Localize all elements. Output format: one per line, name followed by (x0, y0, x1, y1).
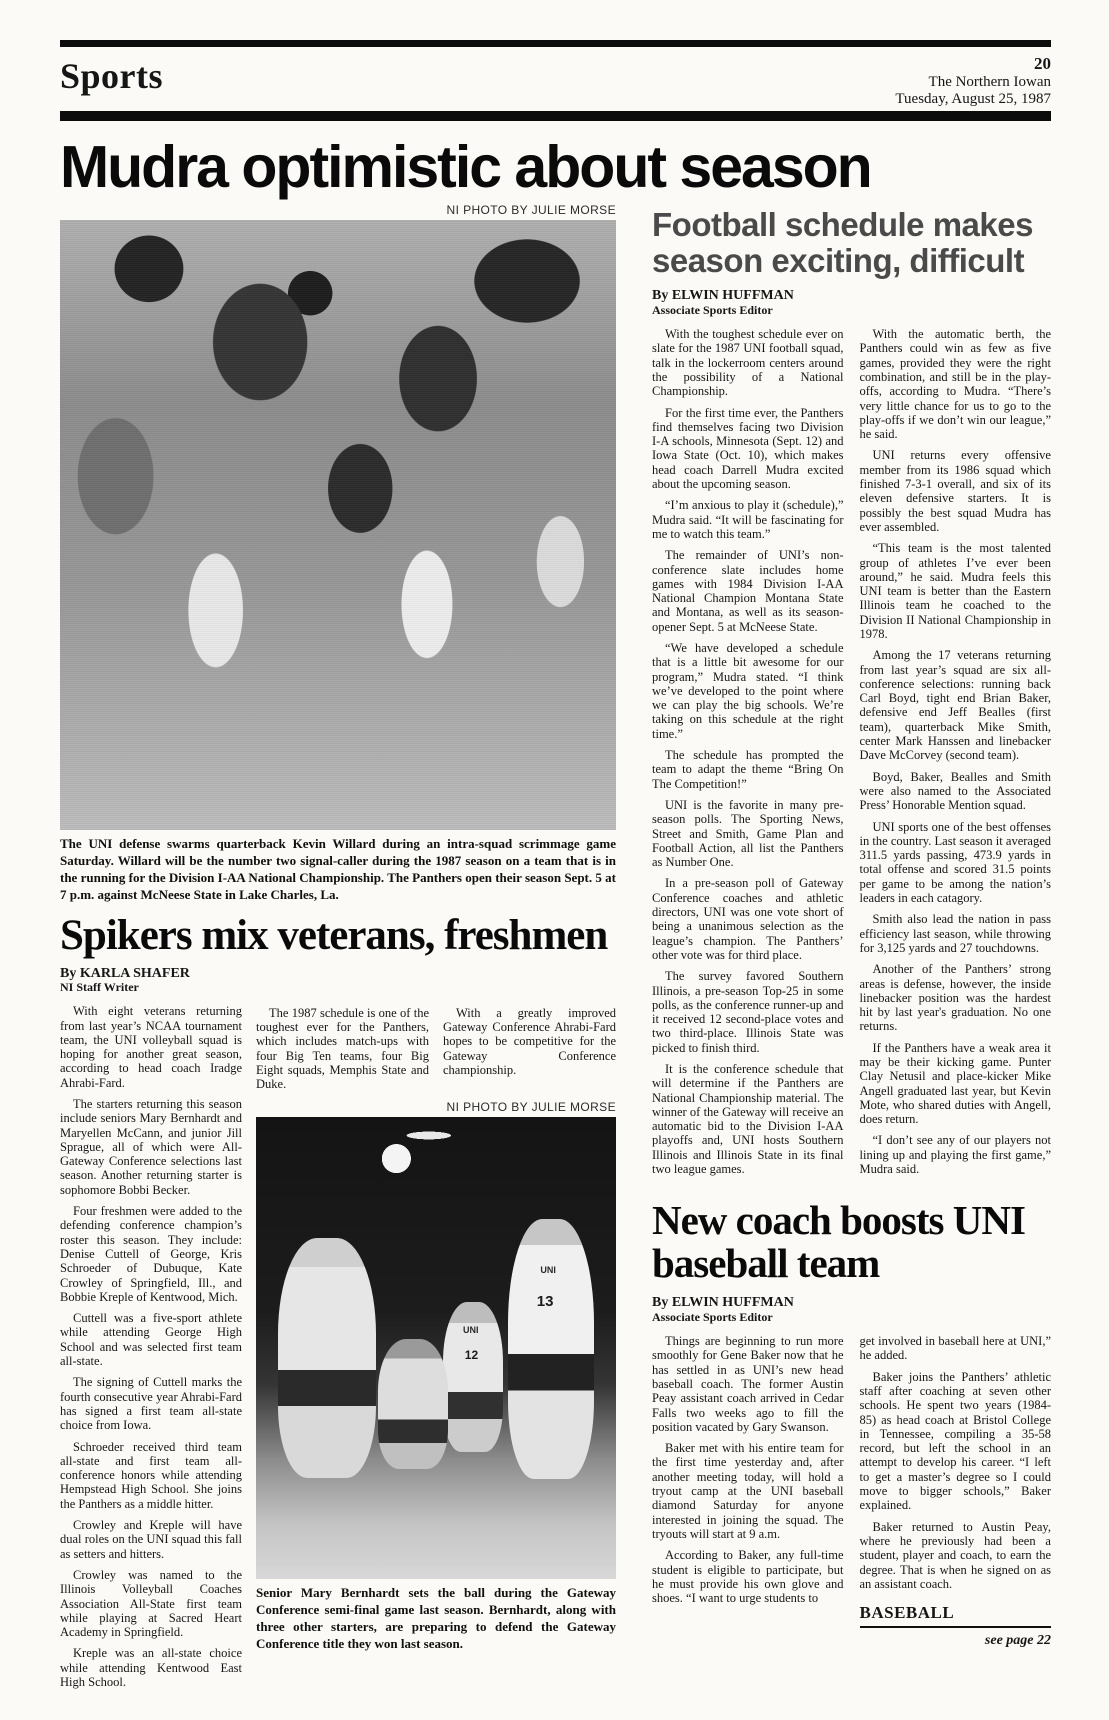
spikers-body (60, 966, 616, 1697)
volleyball-player-figure (378, 1339, 448, 1469)
jersey-label: UNI (463, 1325, 479, 1336)
volleyball-photo-caption: Senior Mary Bernhardt sets the ball during the Gateway Conference semi-final game last season. Bernhardt, along with three other starters, are preparing to defend the Gateway Conference title they won last season. (256, 1585, 616, 1652)
volleyball-player-figure (508, 1219, 594, 1479)
spikers-headline: Spikers mix veterans, freshmen (60, 911, 608, 959)
paragraph: The remainder of UNI’s non-conference slate includes home games with 1984 Division I-AA National Champion Montana State and Montana, as well as its season-opener Sept. 5 at McNeese State. (652, 548, 844, 634)
jersey-number: 13 (536, 1292, 554, 1310)
masthead-right (895, 52, 1051, 108)
paragraph: For the first time ever, the Panthers find themselves facing two Division I-A schools, Minnesota (Sept. 12) and Iowa State (Oct. 10), which makes head coach Darrell Mudra excited about the upcoming season. (652, 405, 844, 492)
paragraph: With the toughest schedule ever on slate for the 1987 UNI football squad, talk in the lockerroom centers around the possibility of a National Championship. (652, 327, 844, 399)
paragraph: In a pre-season poll of Gateway Conference coaches and athletic directors, UNI was one vote short of being a unanimous selection as the league’s champion. The Panthers’ other vote was for third place. (652, 876, 844, 962)
main-headline: Mudra optimistic about season (60, 134, 871, 201)
football-article-columns (652, 327, 1051, 1183)
spikers-right-block (256, 966, 616, 1697)
paragraph: Baker joins the Panthers’ athletic staff after coaching at seven other schools. He spent two years (1984-85) as head coach at Bristol College in Tennessee, compiling a 35-58 record, but left the school in an attempt to develop his career. “I left to get a master’s degree so I could move to bigger schools,” Baker explained. (859, 1369, 1051, 1513)
paragraph: Cuttell was a five-sport athlete while attending George High School and was selected first team all-state. (60, 1311, 242, 1369)
football-column-2 (860, 327, 1052, 1183)
paragraph: With a greatly improved Gateway Conference Ahrabi-Fard hopes to be competitive for the Gateway Conference championship. (443, 1005, 616, 1077)
top-rule (60, 40, 1051, 47)
football-photo-credit: NI PHOTO BY JULIE MORSE (446, 203, 616, 218)
football-article-headline: Football schedule makes season exciting, difficult (652, 206, 1033, 279)
paragraph: If the Panthers have a weak area it may be their kicking game. Punter Clay Netusil and place-kicker Mike Angell graduated last year, but Kevin Mote, who shared duties with Angell, does return. (859, 1040, 1051, 1127)
paragraph: Another of the Panthers’ strong areas is defense, however, the inside linebacker position was the hardest hit by last year's graduation. No one returns. (859, 962, 1051, 1034)
masthead-rule (60, 111, 1051, 121)
spikers-column-3 (443, 1006, 616, 1099)
volleyball-photo (256, 1117, 616, 1579)
page-body (60, 201, 1051, 1696)
paragraph: The schedule has prompted the team to adapt the theme “Bring On The Competition!” (652, 748, 844, 791)
paragraph: Things are beginning to run more smoothly for Gene Baker now that he has settled in as UNI’s new head baseball coach. The former Austin Peay assistant coach arrived in Cedar Falls two weeks ago to fill the position vacated by Gary Swanson. (652, 1334, 844, 1434)
paragraph: “We have developed a schedule that is a little bit awesome for our program,” Mudra stated. “I think we’ve developed to the point where we can play the big schools. We’re taking on this schedule at the right time.” (652, 640, 844, 741)
paragraph: get involved in baseball here at UNI,” he added. (859, 1334, 1051, 1363)
paragraph: The signing of Cuttell marks the fourth consecutive year Ahrabi-Fard has signed a first team all-state choice from Iowa. (60, 1375, 242, 1433)
paragraph: Kreple was an all-state choice while attending Kentwood East High School. (60, 1646, 242, 1689)
football-byline-title: Associate Sports Editor (652, 302, 773, 317)
paragraph: With the automatic berth, the Panthers could win as few as five games, provided they were the right combination, and still be in the play-offs, according to Mudra. “There’s very little chance for us to go to the play-offs if we don’t win our league,” he said. (859, 327, 1051, 442)
paragraph: Four freshmen were added to the defending conference champion’s roster this season. They include: Denise Cuttell of George, Kris Schroeder of Dubuque, Kate Crowley of Springfield, Ill., and Bobbie Kreple of Kentwood, Mich. (60, 1204, 242, 1304)
baseball-article-columns (652, 1334, 1051, 1649)
paragraph: “I’m anxious to play it (schedule),” Mudra said. “It will be fascinating for me to watch this team.” (652, 498, 844, 541)
spikers-column-1 (60, 966, 242, 1697)
paragraph: Baker returned to Austin Peay, where he previously had been a student, player and coach, to earn the degree. That is when he signed on as an assistant coach. (859, 1519, 1051, 1591)
baseball-article (652, 1199, 1051, 1649)
paragraph: UNI returns every offensive member from its 1986 squad which finished 7-3-1 overall, and six of its eleven defensive starters. It is possibly the best squad Mudra has ever assembled. (859, 448, 1051, 534)
paragraph: The 1987 schedule is one of the toughest ever for the Panthers, which includes match-ups with four Big Ten teams, four Big Eight squads, Memphis State and Duke. (256, 1005, 429, 1092)
paragraph: The starters returning this season include seniors Mary Bernhardt and Maryellen McCann, and junior Jill Sprague, all of which were All-Gateway Conference selections last season. Another returning starter is sophomore Bobbi Becker. (60, 1097, 242, 1197)
baseball-column-2 (860, 1334, 1052, 1649)
paragraph: “This team is the most talented group of athletes I’ve ever been around,” he said. Mudra feels this UNI team is better than the Eastern Illinois team he coached to the Division II National Championship in 1978. (859, 541, 1051, 641)
paragraph: With eight veterans returning from last year’s NCAA tournament team, the UNI volleyball squad is hoping for another great season, according to head coach Iradge Ahrabi-Fard. (60, 1004, 242, 1090)
spikers-byline: By KARLA SHAFER (60, 965, 190, 981)
spikers-column-1-text (60, 1004, 242, 1689)
spikers-columns-2-3 (256, 1006, 616, 1099)
spikers-column-2 (256, 1006, 429, 1099)
page-number: 20 (1034, 54, 1051, 73)
football-schedule-article (652, 207, 1051, 1183)
section-title: Sports (60, 56, 164, 96)
issue-date: Tuesday, August 25, 1987 (895, 90, 1051, 107)
jersey-number: 12 (464, 1348, 479, 1363)
football-byline: By ELWIN HUFFMAN (652, 288, 794, 304)
spikers-article (60, 911, 616, 1697)
paragraph: Smith also lead the nation in pass efficiency last season, while throwing for 3,125 yards and 27 touchdowns. (859, 912, 1051, 955)
paragraph: It is the conference schedule that will determine if the Panthers are National Championship material. The winner of the Gateway will receive an automatic bid to the Division I-AA playoffs and, UNI hosts Southern Illinois and Illinois State in its final two league games. (652, 1062, 844, 1177)
left-column-block (60, 201, 616, 1696)
see-page-note: see page 22 (984, 1633, 1051, 1649)
paragraph: Among the 17 veterans returning from last year’s squad are six all-conference selections: running back Carl Boyd, tight end Brian Baker, defensive end Jeff Bealles (first team), quarterback Mike Smith, center Mark Hanssen and linebacker Dave McCorvey (second team). (859, 648, 1051, 763)
paragraph: UNI is the favorite in many pre-season polls. The Sporting News, Street and Smith, Game Plan and Football Action, all list the Panthers as Number One. (652, 797, 844, 870)
football-column-1 (652, 327, 844, 1183)
paragraph: “I don’t see any of our players not lining up and playing the first game,” Mudra said. (859, 1133, 1051, 1177)
spikers-byline-title: NI Staff Writer (60, 980, 139, 995)
paragraph: According to Baker, any full-time student is eligible to participate, but he must provide his own glove and shoes. “I want to urge students to (652, 1548, 844, 1606)
baseball-byline: By ELWIN HUFFMAN (652, 1295, 794, 1311)
paragraph: Crowley was named to the Illinois Volleyball Coaches Association All-State first team while playing at Sacred Heart Academy in Springfield. (60, 1567, 242, 1640)
paragraph: Crowley and Kreple will have dual roles on the UNI squad this fall as setters and hitters. (60, 1518, 242, 1561)
baseball-section-tag: BASEBALL (860, 1603, 1052, 1628)
volleyball-photo-credit: NI PHOTO BY JULIE MORSE (446, 1100, 616, 1115)
paragraph: Boyd, Baker, Bealles and Smith were also named to the Associated Press’ Honorable Mention squad. (859, 769, 1051, 813)
volleyball-player-figure (278, 1238, 376, 1478)
baseball-byline-title: Associate Sports Editor (652, 1309, 773, 1324)
baseball-column-2-text (860, 1334, 1052, 1591)
baseball-column-1 (652, 1334, 844, 1649)
right-column-block (652, 201, 1051, 1696)
football-photo (60, 220, 616, 830)
baseball-headline: New coach boosts UNI baseball team (652, 1197, 1025, 1287)
paragraph: UNI sports one of the best offenses in the country. Last season it averaged 311.5 yards passing, 473.9 yards in total offense and scored 31.5 points per game to be among the nation’s leaders in each catagory. (859, 819, 1051, 906)
paragraph: The survey favored Southern Illinois, a pre-season Top-25 in some polls, as the conference runner-up and it received 12 second-place votes and two third-place. Illinois State was picked to finish third. (652, 969, 844, 1055)
football-photo-caption: The UNI defense swarms quarterback Kevin Willard during an intra-squad scrimmage game Saturday. Willard will be the number two signal-caller during the 1987 season on a team that is in the running for the Division I-AA National Championship. The Panthers open their season Sept. 5 at 7 p.m. against McNeese State in Lake Charles, La. (60, 836, 616, 902)
paragraph: Schroeder received third team all-state and first team all-conference honors while attending Hempstead High School. She joins the Panthers as a middle hitter. (60, 1439, 242, 1511)
publication-name: The Northern Iowan (928, 73, 1051, 90)
jersey-label: UNI (540, 1265, 556, 1276)
paragraph: Baker met with his entire team for the first time yesterday and, after another meeting today, will hold a tryout camp at the UNI baseball diamond Saturday for anyone interested in joining the squad. The tryouts will start at 9 a.m. (652, 1441, 844, 1541)
masthead (60, 52, 1051, 108)
